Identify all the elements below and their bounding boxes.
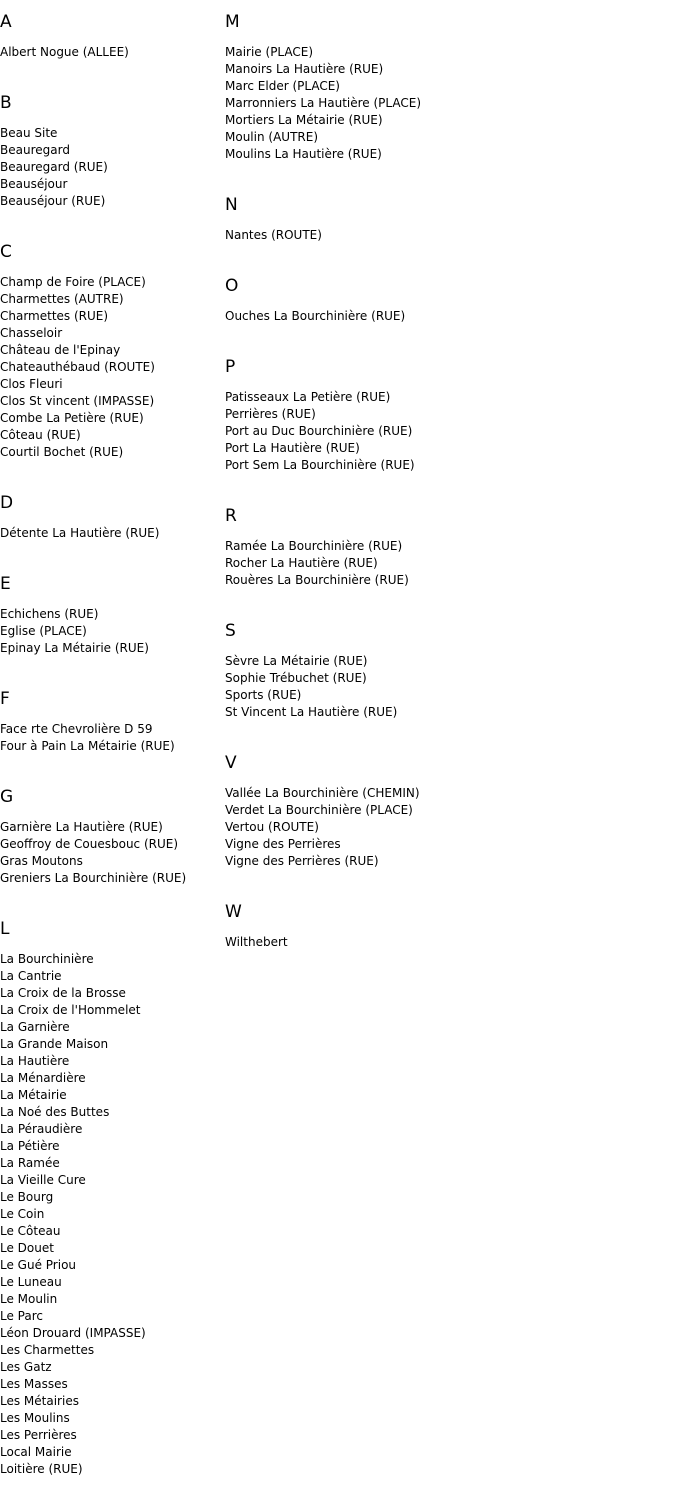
street-item[interactable]: Sports (RUE) [225,688,302,702]
letter-group [0,775,220,887]
street-item[interactable]: Les Masses [0,1377,68,1391]
letter-group [0,481,220,542]
letter-group [0,562,220,657]
street-list [225,44,665,163]
street-list [0,44,220,61]
street-item[interactable]: Charmettes (AUTRE) [0,292,124,306]
street-item[interactable]: Loitière (RUE) [0,1462,83,1476]
street-item[interactable]: Geoffroy de Couesbouc (RUE) [0,837,179,851]
street-item[interactable]: Le Douet [0,1241,54,1255]
street-item[interactable]: Le Gué Priou [0,1258,77,1272]
street-item[interactable]: La Hautière [0,1054,70,1068]
street-item[interactable]: Moulin (AUTRE) [225,130,318,144]
street-item[interactable]: Albert Nogue (ALLEE) [0,45,129,59]
street-item[interactable]: Les Métairies [0,1394,79,1408]
group-letter-heading: M [225,12,240,32]
street-list [225,785,665,870]
street-item[interactable]: La Pétière [0,1139,60,1153]
street-item[interactable]: Les Moulins [0,1411,70,1425]
group-letter-heading: W [225,902,242,922]
group-letter-heading: C [0,242,12,262]
street-item[interactable]: Chasseloir [0,326,63,340]
group-letter-heading: D [0,493,14,513]
street-item[interactable]: Les Gatz [0,1360,52,1374]
street-item[interactable]: Les Perrières [0,1428,77,1442]
street-item[interactable]: La Péraudière [0,1122,83,1136]
street-item[interactable]: Eglise (PLACE) [0,624,87,638]
letter-group [225,494,665,589]
group-letter-heading: G [0,787,14,807]
street-list [225,538,665,589]
street-item[interactable]: Léon Drouard (IMPASSE) [0,1326,146,1340]
street-item[interactable]: Marronniers La Hautière (PLACE) [225,96,422,110]
street-item[interactable]: Clos Fleuri [0,377,63,391]
street-item[interactable]: La Métairie [0,1088,67,1102]
street-item[interactable]: Courtil Bochet (RUE) [0,445,124,459]
letter-group [225,345,665,474]
street-item[interactable]: Château de l'Epinay [0,343,121,357]
group-letter-heading: F [0,689,10,709]
street-item[interactable]: Les Charmettes [0,1343,95,1357]
group-letter-heading: A [0,12,12,32]
street-item[interactable]: Chateauthébaud (ROUTE) [0,360,155,374]
letter-group [0,81,220,210]
street-item[interactable]: Le Côteau [0,1224,61,1238]
street-list [225,308,665,325]
street-item[interactable]: Beauregard [0,143,70,157]
letter-group [225,0,665,163]
group-letter-heading: P [225,357,236,377]
letter-group [225,183,665,244]
street-item[interactable]: Port La Hautière (RUE) [225,441,360,455]
street-item[interactable]: Face rte Chevrolière D 59 [0,722,153,736]
street-item[interactable]: Détente La Hautière (RUE) [0,526,160,540]
street-list [0,525,220,542]
street-list [225,653,665,721]
street-list [225,389,665,474]
group-letter-heading: E [0,574,11,594]
street-item[interactable]: Le Moulin [0,1292,58,1306]
street-item[interactable]: Sophie Trébuchet (RUE) [225,671,367,685]
street-list [0,606,220,657]
street-item[interactable]: Greniers La Bourchinière (RUE) [0,871,187,885]
street-item[interactable]: St Vincent La Hautière (RUE) [225,705,398,719]
street-item[interactable]: Champ de Foire (PLACE) [0,275,146,289]
letter-group [0,907,220,1478]
street-item[interactable]: Vertou (ROUTE) [225,820,319,834]
street-item[interactable]: La Grande Maison [0,1037,109,1051]
street-item[interactable]: Le Parc [0,1309,43,1323]
street-item[interactable]: Moulins La Hautière (RUE) [225,147,382,161]
group-letter-heading: S [225,621,236,641]
street-item[interactable]: Manoirs La Hautière (RUE) [225,62,384,76]
street-item[interactable]: La Ménardière [0,1071,86,1085]
street-item[interactable]: La Croix de l'Hommelet [0,1003,141,1017]
street-item[interactable]: Perrières (RUE) [225,407,316,421]
group-letter-heading: V [225,753,237,773]
group-letter-heading: B [0,93,12,113]
street-item[interactable]: La Garnière [0,1020,70,1034]
street-item[interactable]: Beau Site [0,126,58,140]
street-item[interactable]: La Ramée [0,1156,60,1170]
street-item[interactable]: La Bourchinière [0,952,94,966]
street-item[interactable]: La Noé des Buttes [0,1105,110,1119]
street-item[interactable]: Mairie (PLACE) [225,45,314,59]
street-item[interactable]: Port au Duc Bourchinière (RUE) [225,424,413,438]
street-item[interactable]: Local Mairie [0,1445,72,1459]
group-letter-heading: N [225,195,238,215]
street-list [0,274,220,461]
street-item[interactable]: Gras Moutons [0,854,83,868]
street-item[interactable]: Clos St vincent (IMPASSE) [0,394,155,408]
street-index-left-column [0,0,220,1498]
street-item[interactable]: La Croix de la Brosse [0,986,126,1000]
letter-group [0,0,220,61]
group-letter-heading: R [225,506,237,526]
street-list [225,934,665,951]
street-item[interactable]: Rocher La Hautière (RUE) [225,556,378,570]
street-item[interactable]: Garnière La Hautière (RUE) [0,820,163,834]
street-item[interactable]: Côteau (RUE) [0,428,81,442]
street-item[interactable]: Ouches La Bourchinière (RUE) [225,309,406,323]
street-item[interactable]: Ramée La Bourchinière (RUE) [225,539,403,553]
letter-group [225,890,665,951]
street-item[interactable]: Verdet La Bourchinière (PLACE) [225,803,413,817]
letter-group [0,677,220,755]
street-item[interactable]: Nantes (ROUTE) [225,228,322,242]
street-list [0,125,220,210]
street-item[interactable]: Rouères La Bourchinière (RUE) [225,573,409,587]
street-item[interactable]: Sèvre La Métairie (RUE) [225,654,368,668]
street-item[interactable]: Beauséjour (RUE) [0,194,106,208]
group-letter-heading: O [225,276,239,296]
street-index-right-column [225,0,665,971]
letter-group [225,609,665,721]
group-letter-heading: L [0,919,10,939]
street-item[interactable]: Marc Elder (PLACE) [225,79,340,93]
street-item[interactable]: Port Sem La Bourchinière (RUE) [225,458,415,472]
street-item[interactable]: Le Bourg [0,1190,54,1204]
street-item[interactable]: Combe La Petière (RUE) [0,411,144,425]
street-item[interactable]: Epinay La Métairie (RUE) [0,641,149,655]
street-item[interactable]: Four à Pain La Métairie (RUE) [0,739,175,753]
street-list [0,721,220,755]
street-item[interactable]: Vallée La Bourchinière (CHEMIN) [225,786,420,800]
street-list [0,819,220,887]
street-item[interactable]: Mortiers La Métairie (RUE) [225,113,383,127]
street-item[interactable]: La Vieille Cure [0,1173,86,1187]
street-list [225,227,665,244]
street-item[interactable]: Vigne des Perrières [225,837,341,851]
street-item[interactable]: Le Luneau [0,1275,62,1289]
street-list [0,951,220,1478]
street-item[interactable]: Wilthebert [225,935,288,949]
letter-group [225,264,665,325]
street-item[interactable]: Charmettes (RUE) [0,309,109,323]
street-item[interactable]: Beauséjour [0,177,68,191]
street-item[interactable]: Patisseaux La Petière (RUE) [225,390,391,404]
street-item[interactable]: La Cantrie [0,969,62,983]
street-item[interactable]: Le Coin [0,1207,45,1221]
street-item[interactable]: Vigne des Perrières (RUE) [225,854,379,868]
letter-group [0,230,220,461]
street-item[interactable]: Echichens (RUE) [0,607,99,621]
letter-group [225,741,665,870]
street-item[interactable]: Beauregard (RUE) [0,160,108,174]
